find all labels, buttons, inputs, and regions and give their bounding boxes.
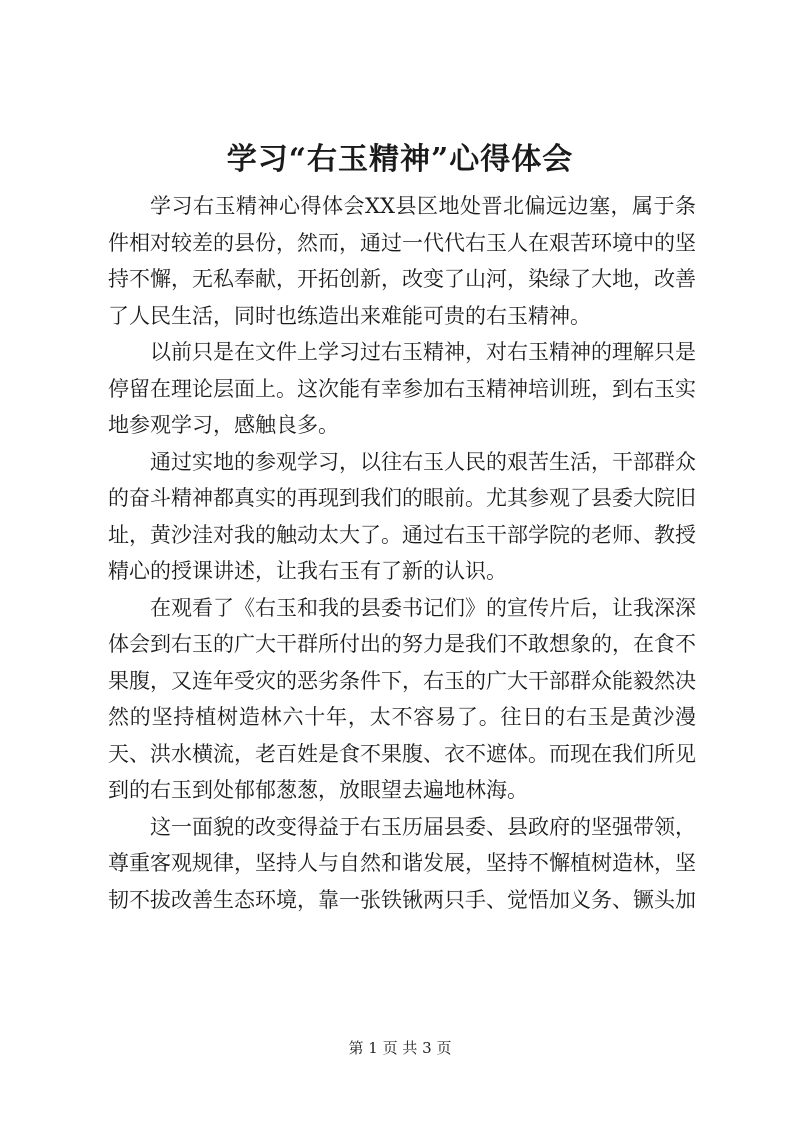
paragraph: 在观看了《右玉和我的县委书记们》的宣传片后，让我深深体会到右玉的广大干群所付出的努力是我们不敢想象的，在食不果腹，又连年受灾的恶劣条件下，右玉的广大干部群众能毅然决然的坚持植树造林六十年，太不容易了。往日的右玉是黄沙漫天、洪水横流，老百姓是食不果腹、衣不遮体。而现在我们所见到的右玉到处郁郁葱葱，放眼望去遍地林海。 xyxy=(108,595,696,802)
document-body xyxy=(108,188,696,918)
document-title: 学习“右玉精神”心得体会 xyxy=(226,142,574,177)
paragraph: 学习右玉精神心得体会XX县区地处晋北偏远边塞，属于条件相对较差的县份，然而，通过一代代右玉人在艰苦环境中的坚持不懈，无私奉献，开拓创新，改变了山河，染绿了大地，改善了人民生活，同时也练造出来难能可贵的右玉精神。 xyxy=(108,194,696,328)
page-footer: 第 1 页 共 3 页 xyxy=(348,1039,452,1057)
paragraph: 通过实地的参观学习，以往右玉人民的艰苦生活，干部群众的奋斗精神都真实的再现到我们的眼前。尤其参观了县委大院旧址，黄沙洼对我的触动太大了。通过右玉干部学院的老师、教授精心的授课讲述，让我右玉有了新的认识。 xyxy=(108,449,696,583)
paragraph: 以前只是在文件上学习过右玉精神，对右玉精神的理解只是停留在理论层面上。这次能有幸参加右玉精神培训班，到右玉实地参观学习，感触良多。 xyxy=(108,340,696,437)
paragraph: 这一面貌的改变得益于右玉历届县委、县政府的坚强带领，尊重客观规律，坚持人与自然和谐发展，坚持不懈植树造林，坚韧不拔改善生态环境，靠一张铁锹两只手、觉悟加义务、镢头加 xyxy=(108,814,696,912)
